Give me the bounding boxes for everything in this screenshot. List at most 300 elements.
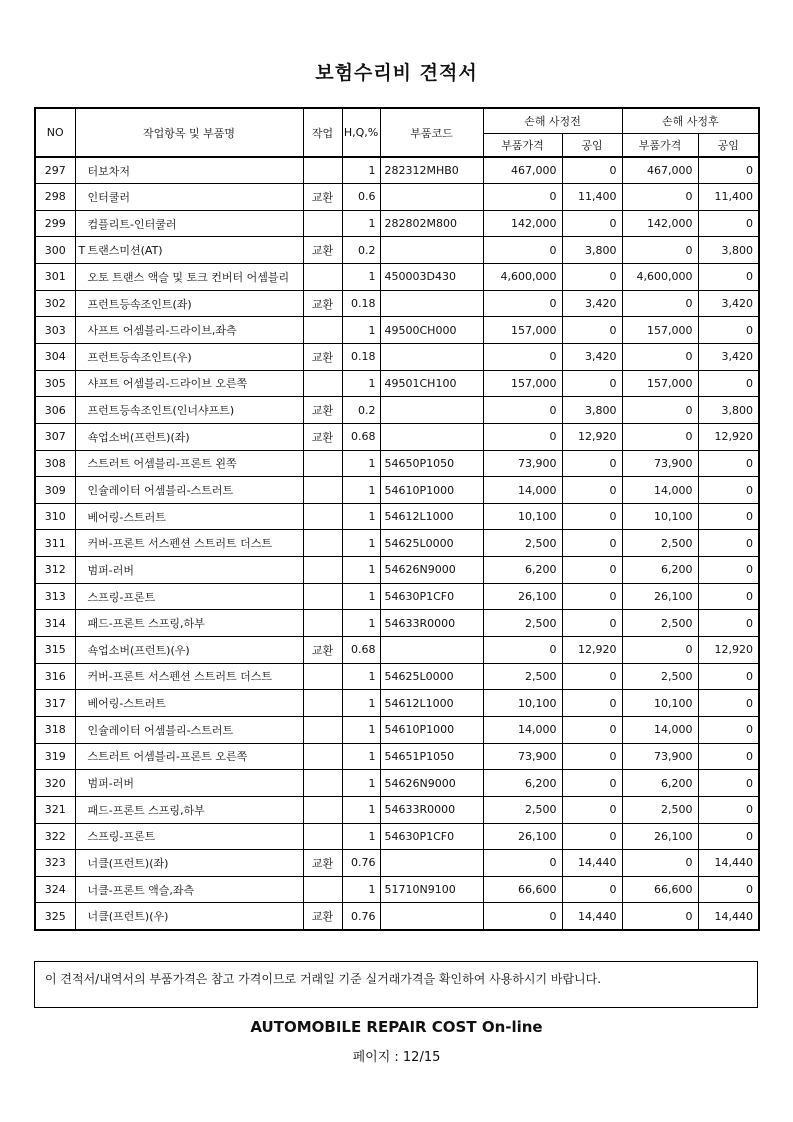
- table-row: [35, 637, 759, 664]
- part-name-cell: [75, 290, 303, 317]
- before-part-price-cell: 0: [483, 397, 562, 424]
- before-part-price-cell: 0: [483, 903, 562, 930]
- part-name-text: 커버-프론트 서스펜션 스트러트 더스트: [87, 670, 272, 684]
- after-part-price-cell: 0: [622, 290, 698, 317]
- after-labor-cell: 0: [698, 583, 759, 610]
- before-labor-cell: 0: [562, 530, 622, 557]
- table-header: [35, 108, 759, 157]
- after-part-price-cell: 2,500: [622, 663, 698, 690]
- part-name-text: 인터쿨러: [87, 190, 131, 204]
- work-type-cell: 교환: [303, 423, 342, 450]
- hq-cell: 1: [342, 557, 380, 584]
- work-type-cell: [303, 264, 342, 291]
- table-row: [35, 343, 759, 370]
- part-name-text: 쇽업소버(프런트)(우): [87, 643, 190, 657]
- hq-cell: 1: [342, 743, 380, 770]
- part-name-cell: [75, 823, 303, 850]
- row-no-cell: 315: [35, 637, 75, 664]
- part-name-cell: [75, 850, 303, 877]
- before-labor-cell: 0: [562, 823, 622, 850]
- header-work: 작업: [303, 108, 342, 157]
- table-row: [35, 823, 759, 850]
- table-row: [35, 610, 759, 637]
- after-part-price-cell: 26,100: [622, 583, 698, 610]
- row-no-cell: 306: [35, 397, 75, 424]
- hq-cell: 0.76: [342, 850, 380, 877]
- before-part-price-cell: 14,000: [483, 477, 562, 504]
- hq-cell: 0.6: [342, 184, 380, 211]
- after-part-price-cell: 26,100: [622, 823, 698, 850]
- before-part-price-cell: 0: [483, 290, 562, 317]
- before-labor-cell: 14,440: [562, 903, 622, 930]
- part-name-cell: [75, 264, 303, 291]
- before-part-price-cell: 142,000: [483, 210, 562, 237]
- after-part-price-cell: 0: [622, 423, 698, 450]
- part-name-cell: [75, 663, 303, 690]
- before-labor-cell: 0: [562, 770, 622, 797]
- hq-cell: 1: [342, 663, 380, 690]
- part-code-cell: 282312MHB0: [380, 157, 483, 184]
- after-labor-cell: 14,440: [698, 903, 759, 930]
- notice-box: [34, 961, 758, 1008]
- part-code-cell: 54633R0000: [380, 796, 483, 823]
- work-type-cell: [303, 450, 342, 477]
- row-no-cell: 298: [35, 184, 75, 211]
- after-labor-cell: 0: [698, 743, 759, 770]
- part-code-cell: [380, 903, 483, 930]
- table-row: [35, 716, 759, 743]
- part-name-cell: [75, 423, 303, 450]
- work-type-cell: [303, 743, 342, 770]
- part-name-text: 오토 트랜스 액슬 및 토크 컨버터 어셈블리: [87, 270, 290, 284]
- table-row: [35, 530, 759, 557]
- before-part-price-cell: 6,200: [483, 770, 562, 797]
- before-part-price-cell: 0: [483, 423, 562, 450]
- work-type-cell: [303, 823, 342, 850]
- part-name-cell: [75, 637, 303, 664]
- table-row: [35, 264, 759, 291]
- after-labor-cell: 3,420: [698, 343, 759, 370]
- after-part-price-cell: 0: [622, 397, 698, 424]
- part-code-cell: 54610P1000: [380, 716, 483, 743]
- table-row: [35, 397, 759, 424]
- before-part-price-cell: 73,900: [483, 450, 562, 477]
- work-type-cell: [303, 503, 342, 530]
- hq-cell: 1: [342, 503, 380, 530]
- before-labor-cell: 3,800: [562, 237, 622, 264]
- work-type-cell: [303, 690, 342, 717]
- part-name-cell: [75, 477, 303, 504]
- part-code-cell: [380, 397, 483, 424]
- table-row: [35, 503, 759, 530]
- before-labor-cell: 11,400: [562, 184, 622, 211]
- row-no-cell: 312: [35, 557, 75, 584]
- header-no: NO: [35, 108, 75, 157]
- table-row: [35, 423, 759, 450]
- estimate-table-body: [35, 157, 759, 930]
- after-part-price-cell: 66,600: [622, 876, 698, 903]
- after-labor-cell: 0: [698, 770, 759, 797]
- table-row: [35, 796, 759, 823]
- after-labor-cell: 0: [698, 610, 759, 637]
- table-row: [35, 477, 759, 504]
- before-part-price-cell: 467,000: [483, 157, 562, 184]
- after-part-price-cell: 157,000: [622, 370, 698, 397]
- part-code-cell: 54625L0000: [380, 663, 483, 690]
- part-code-cell: 54630P1CF0: [380, 823, 483, 850]
- part-name-text: 베어링-스트러트: [87, 697, 166, 711]
- part-name-text: 사프트 어셈블리-드라이브,좌측: [87, 324, 237, 338]
- row-no-cell: 320: [35, 770, 75, 797]
- header-after-labor: 공임: [698, 133, 759, 157]
- part-code-cell: [380, 290, 483, 317]
- work-type-cell: [303, 716, 342, 743]
- part-name-text: 베어링-스트러트: [87, 510, 166, 524]
- table-row: [35, 583, 759, 610]
- before-labor-cell: 0: [562, 264, 622, 291]
- part-code-cell: 54625L0000: [380, 530, 483, 557]
- part-name-cell: [75, 557, 303, 584]
- table-row: [35, 210, 759, 237]
- before-labor-cell: 0: [562, 743, 622, 770]
- part-code-cell: [380, 637, 483, 664]
- part-name-text: 커버-프론트 서스펜션 스트러트 더스트: [87, 537, 272, 551]
- after-part-price-cell: 2,500: [622, 610, 698, 637]
- hq-cell: 1: [342, 264, 380, 291]
- after-labor-cell: 0: [698, 663, 759, 690]
- header-part-code: 부품코드: [380, 108, 483, 157]
- table-row: [35, 663, 759, 690]
- part-name-text: 패드-프론트 스프링,하부: [87, 617, 205, 631]
- hq-cell: 1: [342, 690, 380, 717]
- part-code-cell: 54610P1000: [380, 477, 483, 504]
- row-no-cell: 300: [35, 237, 75, 264]
- part-name-text: 프런트등속조인트(좌): [87, 297, 192, 311]
- after-labor-cell: 0: [698, 796, 759, 823]
- part-name-text: 범퍼-러버: [87, 563, 134, 577]
- after-labor-cell: 0: [698, 477, 759, 504]
- before-labor-cell: 0: [562, 876, 622, 903]
- hq-cell: 1: [342, 876, 380, 903]
- before-labor-cell: 12,920: [562, 423, 622, 450]
- part-name-cell: [75, 690, 303, 717]
- work-type-cell: [303, 157, 342, 184]
- work-type-cell: [303, 663, 342, 690]
- part-code-cell: [380, 850, 483, 877]
- hq-cell: 0.18: [342, 290, 380, 317]
- work-type-cell: 교환: [303, 850, 342, 877]
- part-name-text: 프런트등속조인트(인너샤프트): [87, 404, 235, 418]
- before-part-price-cell: 157,000: [483, 370, 562, 397]
- before-labor-cell: 0: [562, 610, 622, 637]
- before-labor-cell: 14,440: [562, 850, 622, 877]
- work-type-cell: [303, 370, 342, 397]
- after-part-price-cell: 6,200: [622, 557, 698, 584]
- row-no-cell: 316: [35, 663, 75, 690]
- hq-cell: 1: [342, 823, 380, 850]
- before-part-price-cell: 0: [483, 343, 562, 370]
- before-part-price-cell: 2,500: [483, 610, 562, 637]
- work-type-cell: [303, 583, 342, 610]
- after-labor-cell: 0: [698, 210, 759, 237]
- row-no-cell: 304: [35, 343, 75, 370]
- part-name-text: 인슐레이터 어셈블리-스트러트: [87, 484, 234, 497]
- table-row: [35, 903, 759, 930]
- work-type-cell: [303, 210, 342, 237]
- part-code-cell: 54630P1CF0: [380, 583, 483, 610]
- table-row: [35, 557, 759, 584]
- before-labor-cell: 0: [562, 663, 622, 690]
- table-row: [35, 184, 759, 211]
- after-labor-cell: 0: [698, 823, 759, 850]
- work-type-cell: 교환: [303, 290, 342, 317]
- hq-cell: 1: [342, 210, 380, 237]
- part-name-cell: [75, 397, 303, 424]
- after-part-price-cell: 14,000: [622, 716, 698, 743]
- after-labor-cell: 0: [698, 317, 759, 344]
- before-part-price-cell: 10,100: [483, 690, 562, 717]
- before-labor-cell: 0: [562, 477, 622, 504]
- hq-cell: 1: [342, 770, 380, 797]
- after-labor-cell: 12,920: [698, 423, 759, 450]
- work-type-cell: 교환: [303, 184, 342, 211]
- before-labor-cell: 0: [562, 583, 622, 610]
- table-row: [35, 743, 759, 770]
- before-labor-cell: 0: [562, 317, 622, 344]
- after-part-price-cell: 0: [622, 903, 698, 930]
- after-part-price-cell: 4,600,000: [622, 264, 698, 291]
- work-type-cell: 교환: [303, 397, 342, 424]
- hq-cell: 0.2: [342, 237, 380, 264]
- work-type-cell: [303, 557, 342, 584]
- row-no-cell: 310: [35, 503, 75, 530]
- work-type-cell: 교환: [303, 237, 342, 264]
- after-labor-cell: 0: [698, 716, 759, 743]
- hq-cell: 1: [342, 530, 380, 557]
- hq-cell: 0.76: [342, 903, 380, 930]
- part-name-text: 터보차저: [87, 164, 131, 178]
- part-name-cell: [75, 184, 303, 211]
- work-type-cell: [303, 477, 342, 504]
- part-code-cell: 51710N9100: [380, 876, 483, 903]
- part-name-cell: [75, 370, 303, 397]
- header-before-labor: 공임: [562, 133, 622, 157]
- table-row: [35, 157, 759, 184]
- hq-cell: 0.18: [342, 343, 380, 370]
- part-name-text: 스프링-프론트: [87, 830, 156, 844]
- before-labor-cell: 0: [562, 157, 622, 184]
- before-part-price-cell: 0: [483, 850, 562, 877]
- hq-cell: 1: [342, 157, 380, 184]
- before-labor-cell: 0: [562, 716, 622, 743]
- work-type-cell: 교환: [303, 343, 342, 370]
- after-labor-cell: 3,420: [698, 290, 759, 317]
- after-labor-cell: 0: [698, 450, 759, 477]
- part-name-cell: [75, 796, 303, 823]
- row-no-cell: 301: [35, 264, 75, 291]
- row-no-cell: 323: [35, 850, 75, 877]
- row-no-cell: 311: [35, 530, 75, 557]
- hq-cell: 1: [342, 610, 380, 637]
- after-part-price-cell: 73,900: [622, 743, 698, 770]
- hq-cell: 0.2: [342, 397, 380, 424]
- after-labor-cell: 3,800: [698, 237, 759, 264]
- header-before-part-price: 부품가격: [483, 133, 562, 157]
- part-name-text: 너클-프론트 액슬,좌측: [87, 883, 195, 897]
- before-part-price-cell: 66,600: [483, 876, 562, 903]
- part-code-cell: [380, 343, 483, 370]
- part-name-text: 샤프트 어셈블리-드라이브 오른쪽: [87, 377, 248, 391]
- row-no-cell: 318: [35, 716, 75, 743]
- after-labor-cell: 0: [698, 557, 759, 584]
- notice-text: 이 견적서/내역서의 부품가격은 참고 가격이므로 거래일 기준 실거래가격을 확인하여 사용하시기 바랍니다.: [45, 972, 602, 986]
- before-labor-cell: 3,800: [562, 397, 622, 424]
- part-name-text: 범퍼-러버: [87, 777, 134, 791]
- part-name-text: 트랜스미션(AT): [87, 244, 163, 258]
- part-name-text: 인슐레이터 어셈블리-스트러트: [87, 723, 234, 737]
- row-no-cell: 302: [35, 290, 75, 317]
- part-name-text: 너클(프런트)(우): [87, 910, 169, 923]
- hq-cell: 1: [342, 317, 380, 344]
- row-no-cell: 321: [35, 796, 75, 823]
- after-labor-cell: 3,800: [698, 397, 759, 424]
- part-name-text: 패드-프론트 스프링,하부: [87, 803, 205, 817]
- page-number-label: 페이지 : 12/15: [352, 1050, 441, 1065]
- row-no-cell: 319: [35, 743, 75, 770]
- part-name-text: 프런트등속조인트(우): [87, 350, 192, 364]
- before-labor-cell: 3,420: [562, 343, 622, 370]
- after-labor-cell: 0: [698, 264, 759, 291]
- part-name-cell: [75, 210, 303, 237]
- before-part-price-cell: 4,600,000: [483, 264, 562, 291]
- part-name-cell: [75, 876, 303, 903]
- hq-cell: 1: [342, 796, 380, 823]
- after-labor-cell: 12,920: [698, 637, 759, 664]
- part-code-cell: 54650P1050: [380, 450, 483, 477]
- part-name-cell: [75, 610, 303, 637]
- after-labor-cell: 14,440: [698, 850, 759, 877]
- part-code-cell: 54626N9000: [380, 770, 483, 797]
- part-name-cell: [75, 530, 303, 557]
- after-labor-cell: 11,400: [698, 184, 759, 211]
- part-code-cell: 49501CH100: [380, 370, 483, 397]
- row-marker: T: [78, 244, 86, 258]
- row-no-cell: 317: [35, 690, 75, 717]
- work-type-cell: [303, 770, 342, 797]
- row-no-cell: 305: [35, 370, 75, 397]
- after-part-price-cell: 6,200: [622, 770, 698, 797]
- after-labor-cell: 0: [698, 690, 759, 717]
- page-title: 보험수리비 견적서: [315, 62, 478, 84]
- before-labor-cell: 12,920: [562, 637, 622, 664]
- work-type-cell: [303, 317, 342, 344]
- before-part-price-cell: 157,000: [483, 317, 562, 344]
- after-part-price-cell: 0: [622, 237, 698, 264]
- part-code-cell: 54651P1050: [380, 743, 483, 770]
- work-type-cell: 교환: [303, 903, 342, 930]
- row-no-cell: 309: [35, 477, 75, 504]
- table-row: [35, 690, 759, 717]
- table-row: [35, 770, 759, 797]
- row-no-cell: 322: [35, 823, 75, 850]
- after-part-price-cell: 0: [622, 850, 698, 877]
- part-name-cell: [75, 903, 303, 930]
- before-labor-cell: 0: [562, 370, 622, 397]
- part-name-cell: [75, 317, 303, 344]
- part-name-text: 컴플리트-인터쿨러: [87, 217, 177, 231]
- after-part-price-cell: 14,000: [622, 477, 698, 504]
- header-hq: H,Q,%: [342, 108, 380, 157]
- after-part-price-cell: 0: [622, 184, 698, 211]
- estimate-table-container: [34, 107, 760, 931]
- part-code-cell: 54612L1000: [380, 690, 483, 717]
- after-part-price-cell: 10,100: [622, 690, 698, 717]
- row-no-cell: 297: [35, 157, 75, 184]
- part-code-cell: 54626N9000: [380, 557, 483, 584]
- before-part-price-cell: 10,100: [483, 503, 562, 530]
- hq-cell: 1: [342, 583, 380, 610]
- hq-cell: 1: [342, 477, 380, 504]
- footer-title: AUTOMOBILE REPAIR COST On-line: [250, 1018, 543, 1036]
- part-name-cell: [75, 157, 303, 184]
- before-labor-cell: 3,420: [562, 290, 622, 317]
- hq-cell: 1: [342, 370, 380, 397]
- work-type-cell: [303, 876, 342, 903]
- after-labor-cell: 0: [698, 503, 759, 530]
- header-group-before: 손해 사정전: [483, 108, 622, 133]
- before-part-price-cell: 0: [483, 637, 562, 664]
- part-code-cell: [380, 237, 483, 264]
- part-name-text: 스프링-프론트: [87, 590, 156, 604]
- work-type-cell: [303, 796, 342, 823]
- header-item: 작업항목 및 부품명: [75, 108, 303, 157]
- part-code-cell: [380, 184, 483, 211]
- header-after-part-price: 부품가격: [622, 133, 698, 157]
- part-code-cell: 450003D430: [380, 264, 483, 291]
- after-part-price-cell: 73,900: [622, 450, 698, 477]
- part-name-text: 너클(프런트)(좌): [87, 856, 169, 870]
- hq-cell: 1: [342, 450, 380, 477]
- before-labor-cell: 0: [562, 796, 622, 823]
- header-group-after: 손해 사정후: [622, 108, 759, 133]
- part-name-cell: [75, 503, 303, 530]
- part-code-cell: [380, 423, 483, 450]
- after-labor-cell: 0: [698, 157, 759, 184]
- part-name-cell: [75, 583, 303, 610]
- part-name-cell: [75, 716, 303, 743]
- before-labor-cell: 0: [562, 690, 622, 717]
- work-type-cell: [303, 610, 342, 637]
- before-part-price-cell: 73,900: [483, 743, 562, 770]
- part-code-cell: 54612L1000: [380, 503, 483, 530]
- part-name-cell: [75, 450, 303, 477]
- before-labor-cell: 0: [562, 557, 622, 584]
- part-code-cell: 49500CH000: [380, 317, 483, 344]
- table-row: [35, 237, 759, 264]
- before-labor-cell: 0: [562, 503, 622, 530]
- part-name-text: 쇽업소버(프런트)(좌): [87, 430, 190, 444]
- before-labor-cell: 0: [562, 450, 622, 477]
- table-row: [35, 876, 759, 903]
- before-part-price-cell: 14,000: [483, 716, 562, 743]
- after-labor-cell: 0: [698, 370, 759, 397]
- after-labor-cell: 0: [698, 876, 759, 903]
- hq-cell: 0.68: [342, 423, 380, 450]
- row-no-cell: 303: [35, 317, 75, 344]
- table-row: [35, 317, 759, 344]
- work-type-cell: 교환: [303, 637, 342, 664]
- part-name-cell: [75, 770, 303, 797]
